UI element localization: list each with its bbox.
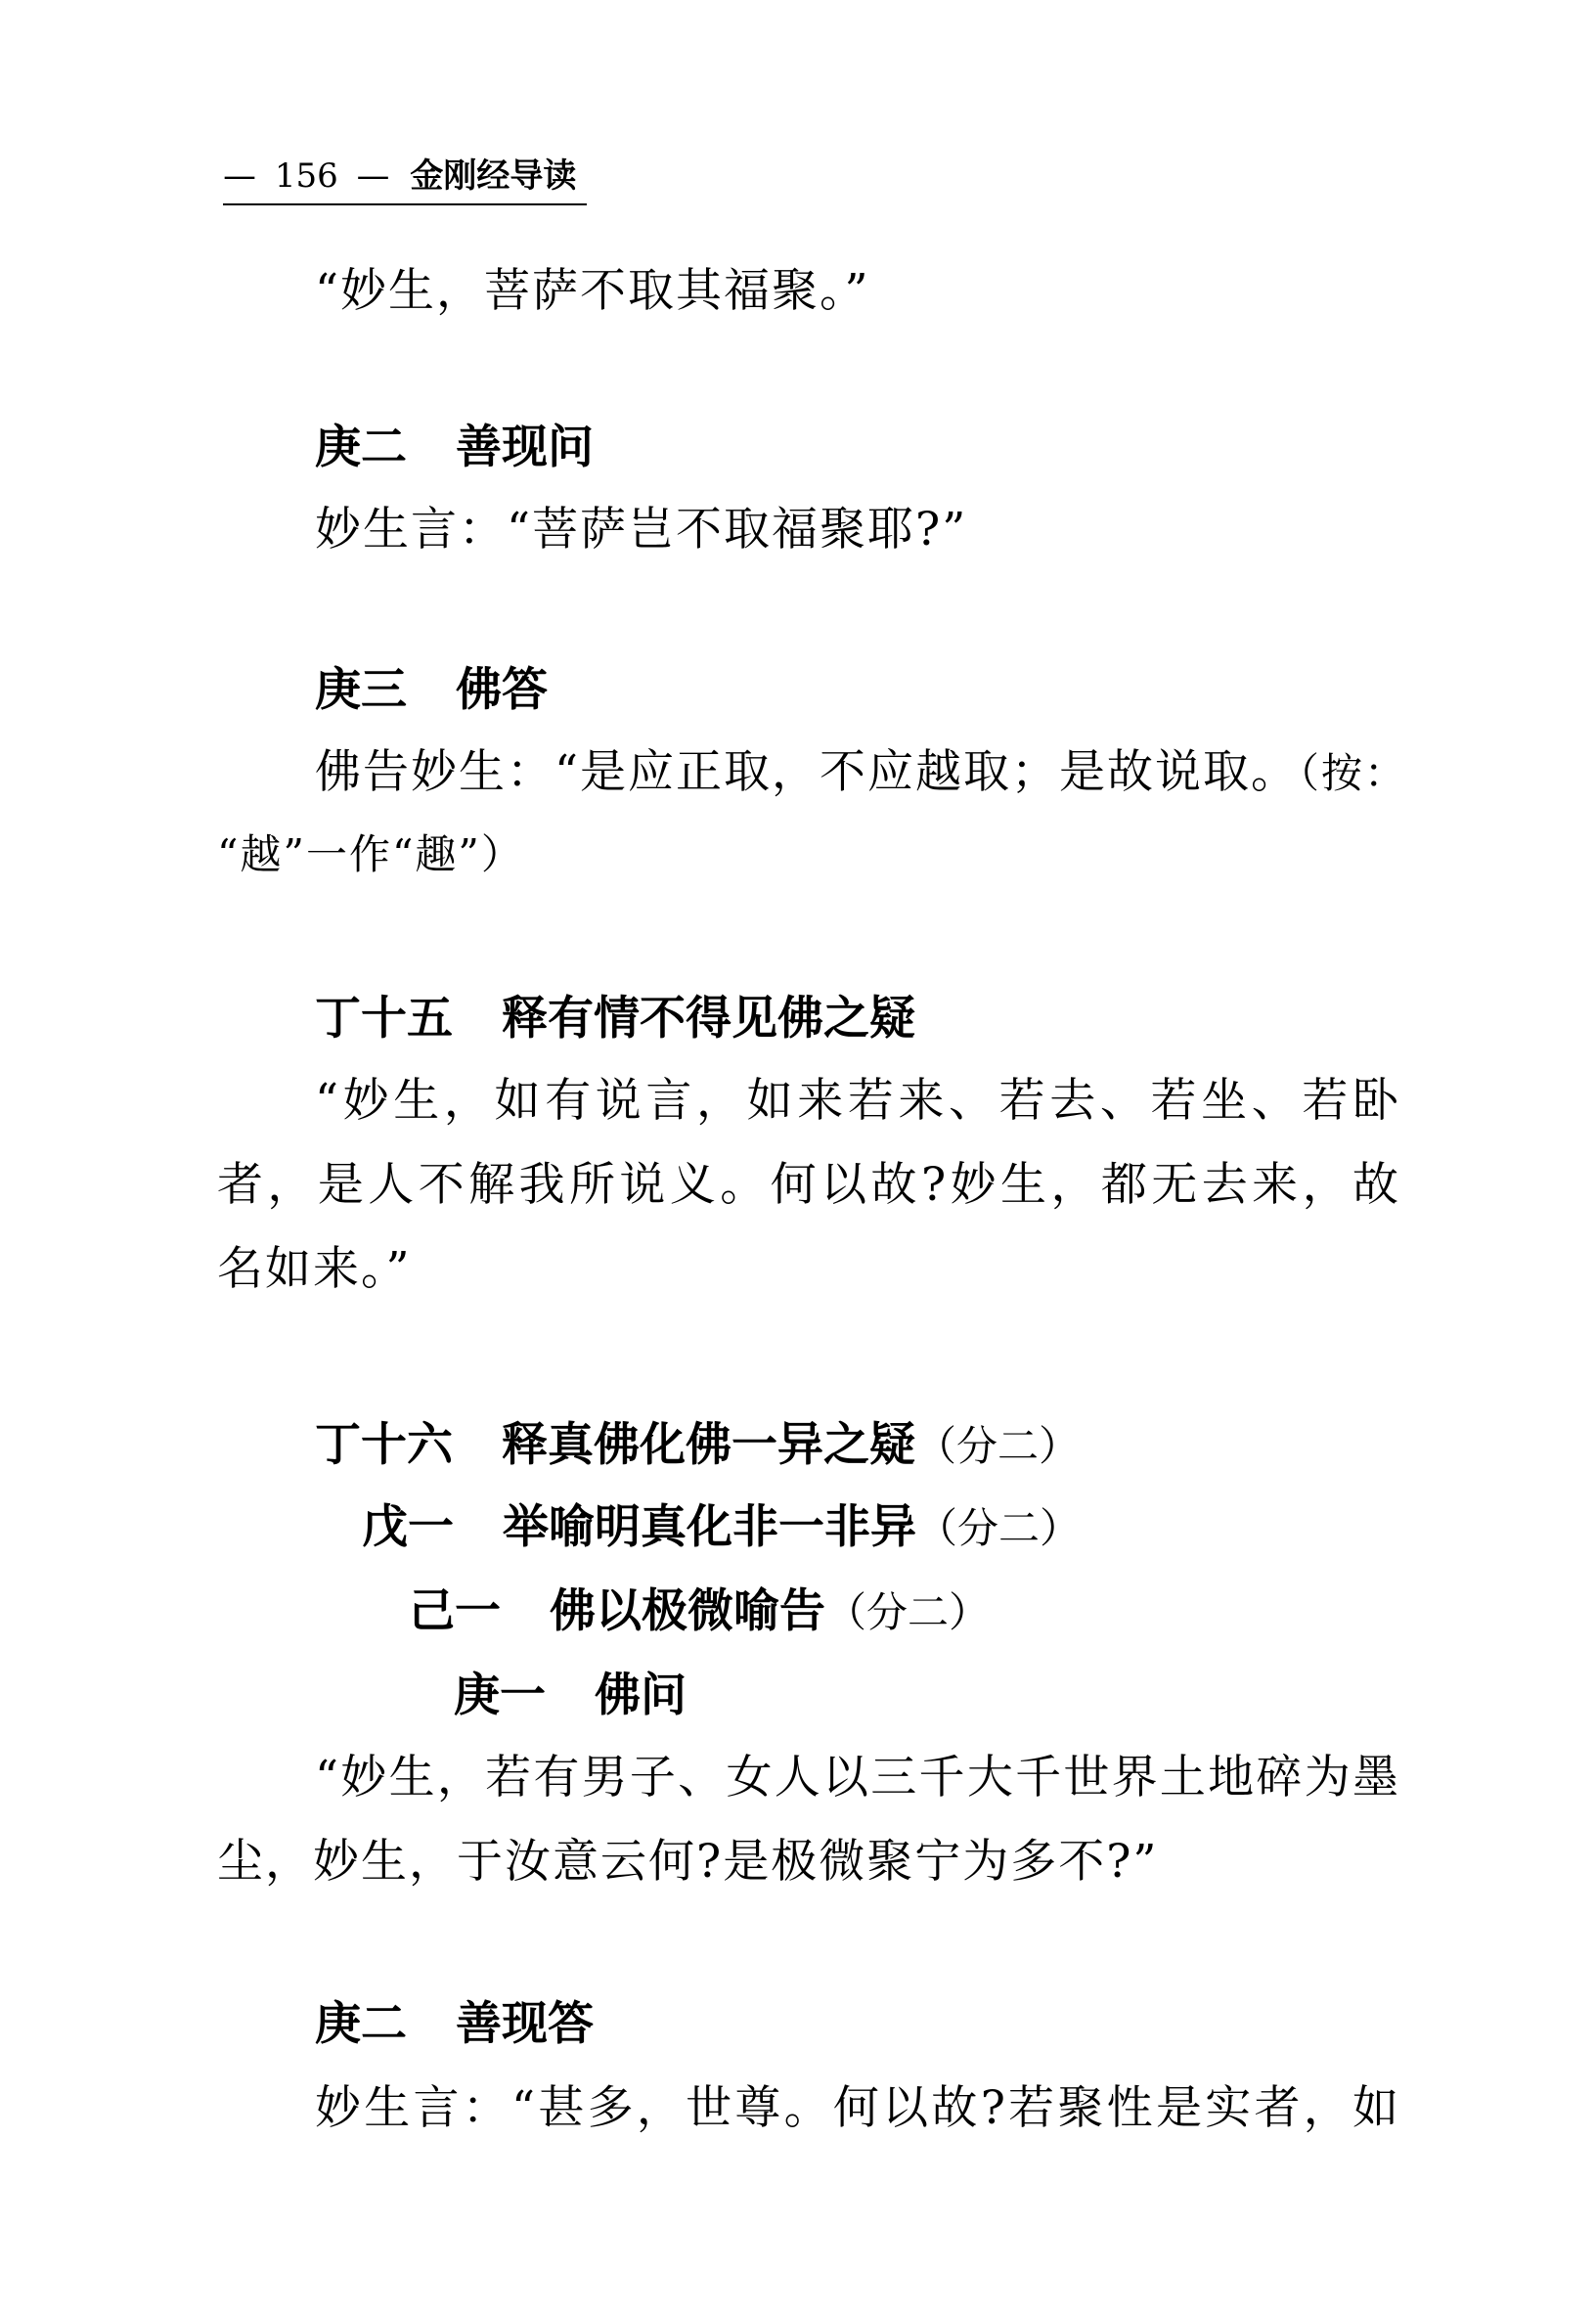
header-dash-right: — <box>356 156 390 196</box>
heading-title: 释真佛化佛一异之疑 <box>502 1418 915 1472</box>
paragraph-line: 名如来。” <box>217 1242 412 1296</box>
section-heading <box>409 1582 990 1642</box>
section-heading <box>315 1995 594 2054</box>
section-heading <box>315 419 594 477</box>
section-heading <box>315 1416 1080 1476</box>
heading-note: （分二） <box>916 1504 1082 1552</box>
heading-note: （分二） <box>915 1422 1081 1470</box>
annotation-note: （按： <box>1299 749 1408 797</box>
section-heading <box>315 990 915 1048</box>
page-number: 156 <box>274 156 338 196</box>
heading-title: 善现问 <box>456 421 594 474</box>
section-heading <box>454 1667 687 1725</box>
section-heading <box>362 1498 1081 1558</box>
paragraph-line: “妙生，如有说言，如来若来、若去、若坐、若卧 <box>315 1074 1400 1128</box>
paragraph-line: 妙生言：“甚多，世尊。何以故?若聚性是实者，如 <box>315 2081 1400 2135</box>
paragraph-line: “妙生，菩萨不取其福聚。” <box>315 264 870 318</box>
heading-label: 丁十五 <box>315 992 453 1046</box>
heading-note: （分二） <box>825 1588 991 1636</box>
header-dash-left: — <box>223 156 256 196</box>
running-header <box>223 155 587 205</box>
paragraph-line: 佛告妙生：“是应正取，不应越取；是故说取。（按： <box>315 745 1408 799</box>
heading-label: 庚二 <box>315 421 407 474</box>
heading-label: 庚一 <box>454 1669 546 1722</box>
paragraph-line: 妙生言：“菩萨岂不取福聚耶?” <box>315 503 968 557</box>
heading-label: 己一 <box>409 1584 501 1638</box>
heading-title: 善现答 <box>456 1997 594 2051</box>
heading-label: 庚三 <box>315 663 407 717</box>
paragraph-line: “越”一作“趣”） <box>217 830 524 878</box>
heading-title: 举喻明真化非一非异 <box>503 1500 916 1554</box>
heading-title: 释有情不得见佛之疑 <box>502 992 915 1046</box>
paragraph-line: 尘，妙生，于汝意云何?是极微聚宁为多不?” <box>217 1835 1159 1889</box>
heading-label: 庚二 <box>315 1997 407 2051</box>
heading-label: 丁十六 <box>315 1418 453 1472</box>
heading-title: 佛答 <box>456 663 548 717</box>
book-title: 金刚经导读 <box>410 156 577 196</box>
paragraph-line: 者，是人不解我所说义。何以故?妙生，都无去来，故 <box>217 1158 1400 1212</box>
heading-title: 佛问 <box>595 1669 687 1722</box>
section-heading <box>315 661 548 720</box>
heading-label: 戊一 <box>362 1500 454 1554</box>
heading-title: 佛以极微喻告 <box>550 1584 825 1638</box>
paragraph-line: “妙生，若有男子、女人以三千大千世界土地碎为墨 <box>315 1751 1400 1804</box>
